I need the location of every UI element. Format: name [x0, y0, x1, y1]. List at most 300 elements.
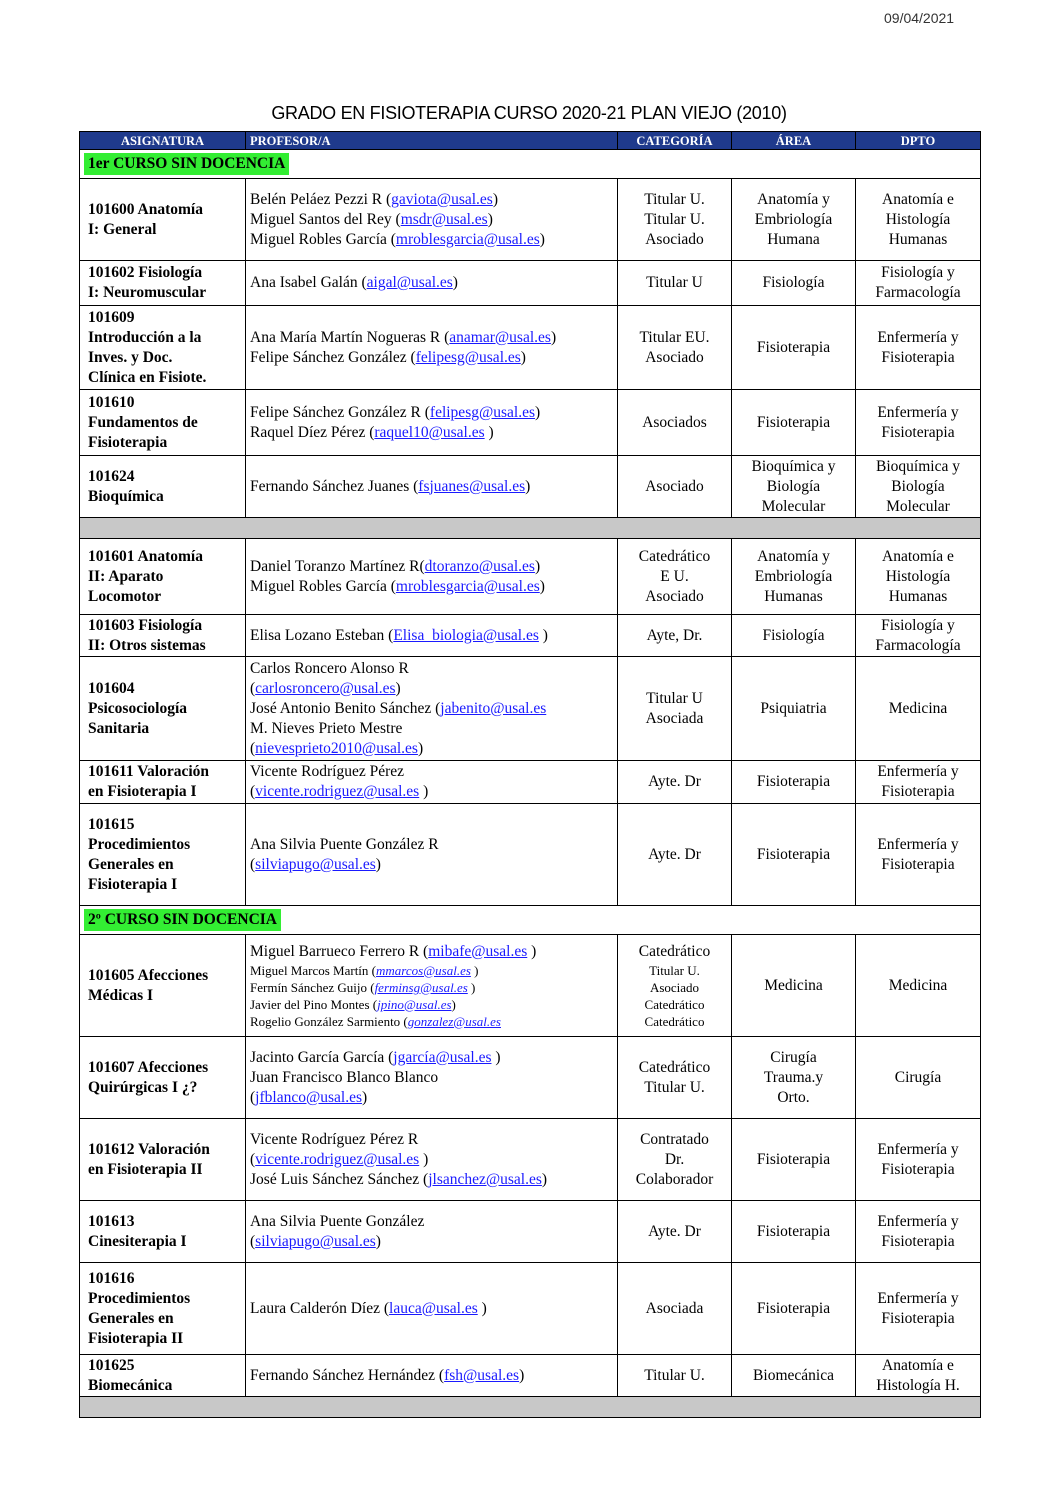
professor-name: Carlos Roncero Alonso R	[250, 659, 409, 677]
email-link[interactable]: Elisa_biologia@usal.es	[393, 626, 539, 644]
professor-line	[250, 979, 613, 996]
subject-line: II: Otros sistemas	[88, 636, 206, 654]
dpto-line: Histología H.	[876, 1376, 960, 1394]
professor-line	[250, 328, 613, 348]
category-line: Titular U	[646, 274, 703, 291]
category-line: Ayte, Dr.	[646, 626, 703, 644]
category-line: Asociada	[645, 709, 704, 727]
course-row	[80, 306, 981, 390]
email-link[interactable]: dtoranzo@usal.es	[424, 557, 535, 575]
category-cell	[618, 657, 732, 761]
area-cell	[732, 1355, 856, 1397]
category-line: E U.	[660, 567, 689, 585]
professor-name: Belén Peláez Pezzi R (	[250, 190, 392, 208]
bracket: )	[527, 942, 537, 960]
professor-cell	[246, 306, 618, 390]
bracket: )	[492, 190, 498, 208]
header-area: ÁREA	[732, 132, 856, 150]
subject-cell	[80, 615, 246, 657]
dpto-cell	[856, 261, 981, 306]
section-cell	[80, 906, 981, 935]
subject-cell	[80, 1119, 246, 1201]
professor-line	[250, 1299, 613, 1319]
area-line: Psiquiatria	[760, 699, 827, 717]
subject-line: Fisioterapia I	[88, 875, 178, 893]
bracket: )	[395, 679, 401, 697]
subject-line: Fisioterapia	[88, 433, 168, 451]
category-line: Catedrático	[644, 1013, 705, 1029]
category-line: Catedrático	[644, 996, 705, 1012]
dpto-line: Enfermería y	[877, 403, 959, 421]
separator-row	[80, 1397, 981, 1418]
professor-line	[250, 1013, 613, 1030]
professor-line	[250, 679, 613, 699]
dpto-line: Humanas	[888, 587, 948, 605]
professor-cell	[246, 1201, 618, 1263]
dpto-cell	[856, 1119, 981, 1201]
subject-cell	[80, 1263, 246, 1355]
area-line: Molecular	[761, 497, 826, 515]
subject-cell	[80, 456, 246, 518]
subject-line: Generales en	[88, 1309, 174, 1327]
professor-line	[250, 835, 613, 855]
dpto-line: Bioquímica y	[876, 457, 960, 475]
email-link[interactable]: aigal@usal.es	[366, 274, 453, 291]
area-line: Fisioterapia	[756, 338, 831, 356]
area-cell	[732, 179, 856, 261]
category-line: Asociado	[645, 477, 704, 495]
bracket: )	[470, 962, 479, 978]
dpto-line: Anatomía e	[882, 190, 954, 208]
professor-name: Elisa Lozano Esteban (	[250, 626, 394, 644]
professor-name: Ana María Martín Nogueras R (	[250, 328, 450, 346]
category-cell	[618, 1037, 732, 1119]
dpto-cell	[856, 306, 981, 390]
area-line: Fisiología	[762, 626, 825, 644]
email-link[interactable]: raquel10@usal.es	[374, 423, 485, 441]
subject-line: 101615	[88, 815, 135, 833]
professor-line	[250, 403, 613, 423]
professor-cell	[246, 539, 618, 615]
dpto-cell	[856, 935, 981, 1037]
professor-name: Javier del Pino Montes (	[250, 996, 378, 1012]
dpto-cell	[856, 456, 981, 518]
professor-line	[250, 557, 613, 577]
professor-name: Vicente Rodríguez Pérez R	[250, 1130, 419, 1148]
dpto-line: Enfermería y	[877, 835, 959, 853]
section-row	[80, 906, 981, 935]
professor-cell	[246, 615, 618, 657]
professor-name: Rogelio González Sarmiento (	[250, 1013, 408, 1029]
bracket: )	[451, 996, 456, 1012]
category-cell	[618, 1119, 732, 1201]
bracket: )	[520, 348, 526, 366]
subject-cell	[80, 657, 246, 761]
section-label: 1er CURSO SIN DOCENCIA	[84, 153, 289, 175]
category-line: Titular U.	[649, 962, 700, 978]
professor-cell	[246, 1037, 618, 1119]
professor-line	[250, 1088, 613, 1108]
subject-line: Procedimientos	[88, 1289, 191, 1307]
category-line: Ayte. Dr	[648, 845, 701, 863]
professor-line	[250, 942, 613, 962]
subject-line: Biomecánica	[88, 1376, 173, 1394]
professor-name: Ana Silvia Puente González	[250, 1212, 425, 1230]
subject-cell	[80, 761, 246, 804]
dpto-cell	[856, 1037, 981, 1119]
category-cell	[618, 1201, 732, 1263]
subject-line: 101602 Fisiología	[88, 264, 203, 281]
email-link[interactable]: mmarcos@usal.es	[376, 962, 471, 978]
email-link[interactable]: felipesg@usal.es	[429, 403, 536, 421]
professor-name: José Antonio Benito Sánchez (	[250, 699, 441, 717]
subject-cell	[80, 1201, 246, 1263]
category-line: Catedrático	[638, 942, 711, 960]
category-line: Titular U.	[644, 1366, 705, 1384]
professor-name: Felipe Sánchez González (	[250, 348, 416, 366]
subject-cell	[80, 390, 246, 456]
area-line: Biología	[766, 477, 821, 495]
subject-line: 101601 Anatomía	[88, 547, 203, 565]
subject-line: 101616	[88, 1269, 135, 1287]
email-link[interactable]: silviapugo@usal.es	[255, 855, 376, 873]
subject-cell	[80, 261, 246, 306]
dpto-line: Medicina	[888, 699, 948, 717]
email-link[interactable]: fsh@usal.es	[444, 1366, 520, 1384]
category-line: Catedrático	[638, 547, 711, 565]
email-link[interactable]: jabenito@usal.es	[440, 699, 547, 717]
professor-name: Ana Silvia Puente González R	[250, 835, 439, 853]
bracket: )	[534, 557, 541, 575]
bracket: )	[535, 403, 541, 421]
category-line: Titular EU.	[639, 328, 710, 346]
professor-line	[250, 190, 613, 210]
subject-line: 101611 Valoración	[88, 763, 210, 780]
subject-line: Bioquímica	[88, 487, 164, 505]
subject-cell	[80, 1037, 246, 1119]
area-line: Fisioterapia	[756, 845, 831, 863]
subject-line: Clínica en Fisiote.	[88, 368, 207, 386]
subject-line: 101605 Afecciones	[88, 966, 209, 984]
category-line: Dr.	[664, 1150, 685, 1168]
professor-name: Ana Isabel Galán (	[250, 274, 367, 291]
header-row	[80, 132, 981, 150]
professor-line	[250, 230, 613, 250]
professor-name: (	[250, 679, 256, 697]
category-line: Titular U.	[644, 210, 705, 228]
professor-line	[250, 423, 613, 443]
email-link[interactable]: gaviota@usal.es	[391, 190, 493, 208]
dpto-line: Fisioterapia	[881, 1160, 955, 1178]
email-link[interactable]: carlosroncero@usal.es	[255, 679, 396, 697]
separator-row	[80, 518, 981, 539]
course-row	[80, 1355, 981, 1397]
professor-cell	[246, 761, 618, 804]
area-cell	[732, 804, 856, 906]
area-line: Humana	[767, 230, 820, 248]
bracket: )	[375, 855, 381, 873]
category-line: Colaborador	[635, 1170, 714, 1188]
subject-cell	[80, 306, 246, 390]
dpto-cell	[856, 390, 981, 456]
area-cell	[732, 1263, 856, 1355]
category-cell	[618, 306, 732, 390]
subject-line: 101624	[88, 467, 135, 485]
area-line: Anatomía y	[757, 190, 830, 208]
dpto-line: Biología	[891, 477, 945, 495]
professor-cell	[246, 390, 618, 456]
dpto-line: Humanas	[888, 230, 948, 248]
category-line: Titular U.	[644, 190, 705, 208]
professor-line	[250, 348, 613, 368]
course-row	[80, 1119, 981, 1201]
bracket: )	[541, 1170, 548, 1188]
email-link[interactable]: nievesprieto2010@usal.es	[255, 739, 418, 757]
area-line: Humanas	[764, 587, 823, 605]
dpto-line: Molecular	[886, 497, 950, 515]
dpto-cell	[856, 179, 981, 261]
subject-line: Quirúrgicas I ¿?	[88, 1078, 198, 1096]
course-row	[80, 261, 981, 306]
professor-line	[250, 659, 613, 679]
category-cell	[618, 261, 732, 306]
bracket: )	[375, 1232, 381, 1250]
professor-name: Laura Calderón Díez (	[250, 1299, 390, 1317]
professor-line	[250, 626, 613, 646]
area-line: Embriología	[754, 210, 833, 228]
subject-cell	[80, 539, 246, 615]
email-link[interactable]: vicente.rodriguez@usal.es	[255, 1150, 420, 1168]
date-stamp: 09/04/2021	[884, 10, 955, 26]
professor-line	[250, 1130, 613, 1150]
area-line: Biomecánica	[753, 1366, 834, 1384]
professor-name: Fernando Sánchez Hernández (	[250, 1366, 445, 1384]
area-cell	[732, 657, 856, 761]
email-link[interactable]: lauca@usal.es	[389, 1299, 478, 1317]
course-row	[80, 615, 981, 657]
course-row	[80, 1201, 981, 1263]
professor-name: (	[250, 739, 256, 757]
subject-cell	[80, 179, 246, 261]
category-cell	[618, 390, 732, 456]
subject-line: 101609	[88, 308, 135, 326]
course-row	[80, 179, 981, 261]
area-line: Fisiología	[762, 274, 825, 291]
professor-cell	[246, 456, 618, 518]
area-cell	[732, 390, 856, 456]
email-link[interactable]: jfblanco@usal.es	[255, 1088, 362, 1106]
bracket: )	[484, 423, 494, 441]
professor-cell	[246, 1119, 618, 1201]
area-line: Fisioterapia	[756, 1222, 831, 1240]
category-cell	[618, 1355, 732, 1397]
professor-line	[250, 210, 613, 230]
dpto-line: Anatomía e	[882, 547, 954, 565]
email-link[interactable]: mroblesgarcia@usal.es	[395, 230, 540, 248]
professor-name: Miguel Santos del Rey (	[250, 210, 401, 228]
professor-name: (	[250, 1088, 256, 1106]
dpto-line: Histología	[885, 210, 951, 228]
subject-line: 101612 Valoración	[88, 1140, 210, 1158]
subject-line: Sanitaria	[88, 719, 150, 737]
email-link[interactable]: mroblesgarcia@usal.es	[395, 577, 540, 595]
dpto-line: Fisioterapia	[881, 855, 955, 873]
dpto-cell	[856, 539, 981, 615]
professor-name: Daniel Toranzo Martínez R(	[250, 557, 425, 575]
dpto-line: Enfermería y	[877, 1212, 959, 1230]
professor-line	[250, 1212, 613, 1232]
dpto-cell	[856, 1355, 981, 1397]
email-link[interactable]: felipesg@usal.es	[415, 348, 521, 366]
area-cell	[732, 306, 856, 390]
category-cell	[618, 539, 732, 615]
email-link[interactable]: ferminsg@usal.es	[374, 979, 468, 995]
subject-line: Fisioterapia II	[88, 1329, 184, 1347]
dpto-line: Anatomía e	[882, 1356, 954, 1374]
bracket: )	[525, 477, 531, 495]
category-line: Asociado	[649, 979, 700, 995]
email-link[interactable]: silviapugo@usal.es	[255, 1232, 376, 1250]
bracket: )	[550, 328, 557, 346]
area-cell	[732, 1119, 856, 1201]
professor-line	[250, 855, 613, 875]
course-row	[80, 539, 981, 615]
section-cell	[80, 150, 981, 179]
professor-line	[250, 1048, 613, 1068]
bracket: )	[539, 230, 545, 248]
area-line: Fisioterapia	[756, 773, 831, 790]
bracket: )	[519, 1366, 525, 1384]
separator-cell	[80, 518, 981, 539]
area-line: Embriología	[754, 567, 833, 585]
professor-name: Miguel Robles García (	[250, 577, 396, 595]
bracket: )	[452, 274, 458, 291]
course-row	[80, 390, 981, 456]
professor-line	[250, 1170, 613, 1190]
section-label: 2º CURSO SIN DOCENCIA	[84, 909, 281, 931]
category-line: Titular U.	[644, 1078, 705, 1096]
subject-line: II: Aparato	[88, 567, 164, 585]
category-line: Asociados	[642, 413, 707, 431]
dpto-line: Farmacología	[875, 636, 961, 654]
bracket: )	[417, 739, 424, 757]
dpto-line: Enfermería y	[877, 1289, 959, 1307]
bracket: )	[491, 1048, 501, 1066]
category-line: Titular U	[646, 689, 703, 707]
professor-name: Miguel Robles García (	[250, 230, 396, 248]
category-line: Contratado	[640, 1130, 709, 1148]
email-link[interactable]: msdr@usal.es	[400, 210, 488, 228]
course-row	[80, 1263, 981, 1355]
professor-line	[250, 1150, 613, 1170]
professor-name: (	[250, 855, 256, 873]
professor-name: Jacinto García García (	[250, 1048, 394, 1066]
bracket: )	[419, 1150, 429, 1168]
subject-line: Inves. y Doc.	[88, 348, 173, 366]
professor-name: (	[250, 1232, 256, 1250]
email-link[interactable]: jlsanchez@usal.es	[428, 1170, 542, 1188]
area-line: Fisioterapia	[756, 1299, 831, 1317]
category-line: Catedrático	[638, 1058, 711, 1076]
subject-line: I: General	[88, 220, 157, 238]
professor-line	[250, 577, 613, 597]
dpto-line: Fisioterapia	[881, 348, 955, 366]
header-dpto: DPTO	[856, 132, 981, 150]
email-link[interactable]: mibafe@usal.es	[428, 942, 528, 960]
area-line: Fisioterapia	[756, 413, 831, 431]
category-cell	[618, 1263, 732, 1355]
professor-line	[250, 739, 613, 759]
area-line: Medicina	[764, 976, 823, 994]
bracket: )	[419, 783, 429, 800]
professor-line	[250, 962, 613, 979]
course-row	[80, 804, 981, 906]
professor-name: Felipe Sánchez González R (	[250, 403, 430, 421]
category-cell	[618, 761, 732, 804]
professor-name: M. Nieves Prieto Mestre	[250, 719, 403, 737]
area-cell	[732, 456, 856, 518]
category-cell	[618, 615, 732, 657]
header-asignatura: ASIGNATURA	[80, 132, 246, 150]
dpto-line: Fisiología y	[881, 264, 955, 281]
area-cell	[732, 615, 856, 657]
category-cell	[618, 179, 732, 261]
professor-line	[250, 719, 613, 739]
email-link[interactable]: jgarcía@usal.es	[393, 1048, 492, 1066]
area-cell	[732, 261, 856, 306]
area-line: Trauma.y	[763, 1068, 824, 1086]
area-line: Orto.	[777, 1088, 810, 1106]
category-line: Asociado	[645, 348, 704, 366]
subject-line: Cinesiterapia I	[88, 1232, 187, 1250]
bracket: )	[467, 979, 476, 995]
dpto-line: Enfermería y	[877, 763, 959, 780]
email-link[interactable]: jpino@usal.es	[377, 996, 452, 1012]
professor-line	[250, 782, 613, 802]
professor-name: Miguel Marcos Martín (	[250, 962, 377, 978]
dpto-line: Fisioterapia	[881, 1232, 955, 1250]
subject-line: Médicas I	[88, 986, 154, 1004]
email-link[interactable]: fsjuanes@usal.es	[418, 477, 526, 495]
subject-line: 101613	[88, 1212, 135, 1230]
bracket: )	[539, 577, 545, 595]
category-cell	[618, 456, 732, 518]
professor-line	[250, 699, 613, 719]
email-link[interactable]: anamar@usal.es	[449, 328, 551, 346]
bracket: )	[477, 1299, 487, 1317]
subject-line: 101610	[88, 393, 135, 411]
professor-name: Juan Francisco Blanco Blanco	[250, 1068, 439, 1086]
area-line: Bioquímica y	[751, 457, 836, 475]
category-line: Ayte. Dr	[648, 1222, 701, 1240]
professor-line	[250, 996, 613, 1013]
professor-line	[250, 1232, 613, 1252]
email-link[interactable]: gonzalez@usal.es	[407, 1013, 501, 1029]
email-link[interactable]: vicente.rodriguez@usal.es	[255, 783, 420, 800]
dpto-line: Medicina	[888, 976, 948, 994]
professor-cell	[246, 657, 618, 761]
subject-line: Locomotor	[88, 587, 162, 605]
dpto-line: Enfermería y	[877, 1140, 959, 1158]
category-line: Asociada	[645, 1299, 704, 1317]
dpto-line: Fisioterapia	[881, 423, 955, 441]
bracket: )	[538, 626, 548, 644]
category-cell	[618, 804, 732, 906]
area-line: Anatomía y	[757, 547, 830, 565]
dpto-line: Enfermería y	[877, 328, 959, 346]
subject-line: 101607 Afecciones	[88, 1058, 209, 1076]
professor-name: Miguel Barrueco Ferrero R (	[250, 942, 429, 960]
